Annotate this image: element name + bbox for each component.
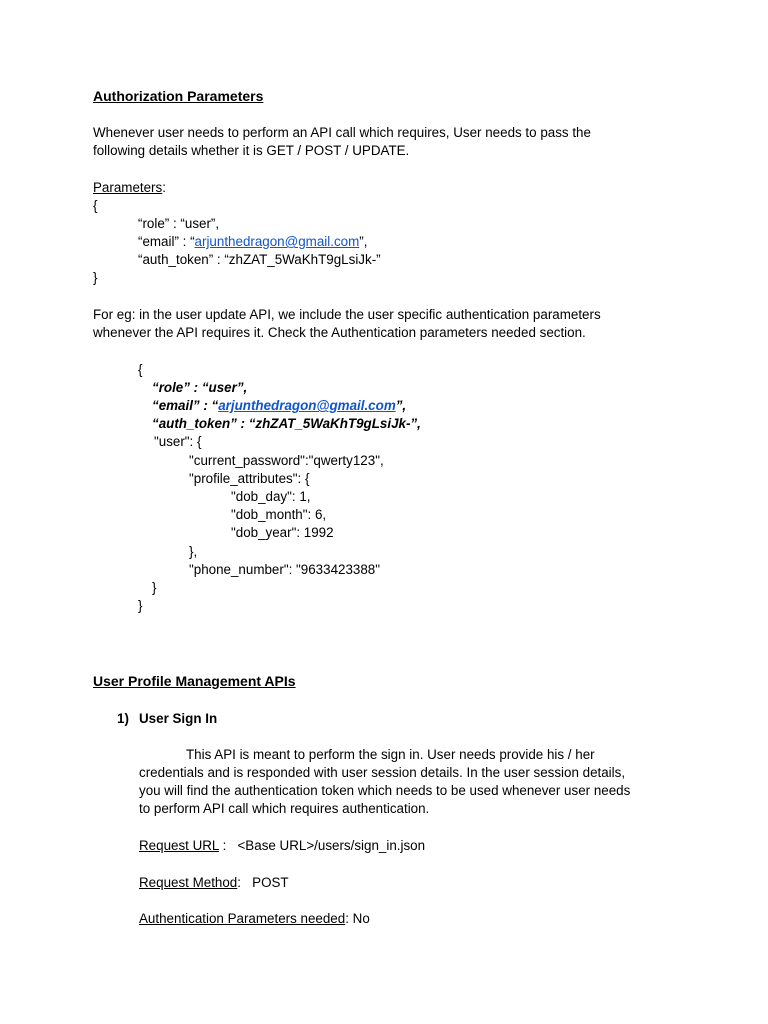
auth-needed-value: : No xyxy=(345,911,370,926)
parameters-label-row xyxy=(93,179,166,197)
example-phone: "phone_number": "9633423388" xyxy=(189,562,381,577)
authorization-heading: Authorization Parameters xyxy=(93,88,264,104)
profile-heading: User Profile Management APIs xyxy=(93,673,296,689)
description-line-2: credentials and is responded with user session details. In the user session details, xyxy=(139,765,626,780)
example-intro-line-2: whenever the API requires it. Check the Authentication parameters needed section. xyxy=(93,325,586,340)
example-intro-line-1: For eg: in the user update API, we include the user specific authentication parameters xyxy=(93,307,601,322)
request-method-value: : POST xyxy=(237,875,289,890)
example-dob-month: "dob_month": 6, xyxy=(231,507,327,522)
request-method-row xyxy=(139,874,289,892)
request-url-row xyxy=(139,837,425,855)
example-email-suffix: ”, xyxy=(395,398,407,413)
request-url-label: Request URL xyxy=(139,838,219,853)
list-item-number: 1) xyxy=(117,711,129,726)
params-open-brace: { xyxy=(93,198,98,213)
example-user-close: } xyxy=(152,580,157,595)
auth-needed-label: Authentication Parameters needed xyxy=(139,911,346,926)
example-current-password: "current_password":"qwerty123", xyxy=(189,453,384,468)
params-email-suffix: ”, xyxy=(359,234,368,249)
params-email-line xyxy=(138,233,367,251)
request-method-label: Request Method xyxy=(139,875,238,890)
params-email-link[interactable]: arjunthedragon@gmail.com xyxy=(194,234,360,249)
description-line-3: you will find the authentication token which needs to be used whenever user needs xyxy=(139,783,631,798)
example-profile-open: "profile_attributes": { xyxy=(189,471,310,486)
example-role-line: “role” : “user”, xyxy=(152,380,248,395)
example-email-prefix: “email” : “ xyxy=(152,398,219,413)
params-role-line: “role” : “user”, xyxy=(138,216,220,231)
auth-needed-row xyxy=(139,910,370,928)
example-email-link[interactable]: arjunthedragon@gmail.com xyxy=(218,398,396,413)
example-open-brace: { xyxy=(138,362,143,377)
description-line-4: to perform API call which requires authentication. xyxy=(139,801,430,816)
example-close-brace: } xyxy=(138,598,143,613)
parameters-label: Parameters xyxy=(93,180,163,195)
example-user-open: "user": { xyxy=(154,434,202,449)
example-profile-close: }, xyxy=(189,544,198,559)
params-close-brace: } xyxy=(93,270,98,285)
example-dob-day: "dob_day": 1, xyxy=(231,489,311,504)
intro-text-line-1: Whenever user needs to perform an API call which requires, User needs to pass the xyxy=(93,125,591,140)
list-item-title: User Sign In xyxy=(139,711,218,726)
example-dob-year: "dob_year": 1992 xyxy=(231,525,334,540)
intro-text-line-2: following details whether it is GET / POST / UPDATE. xyxy=(93,143,410,158)
example-token-line: “auth_token” : “zhZAT_5WaKhT9gLsiJk-”, xyxy=(152,416,421,431)
params-email-prefix: “email” : “ xyxy=(138,234,195,249)
params-token-line: “auth_token” : “zhZAT_5WaKhT9gLsiJk-” xyxy=(138,252,381,267)
request-url-value: : <Base URL>/users/sign_in.json xyxy=(218,838,426,853)
description-line-1: This API is meant to perform the sign in. User needs provide his / her xyxy=(186,747,595,762)
parameters-colon: : xyxy=(162,180,166,195)
example-email-line xyxy=(152,397,406,415)
